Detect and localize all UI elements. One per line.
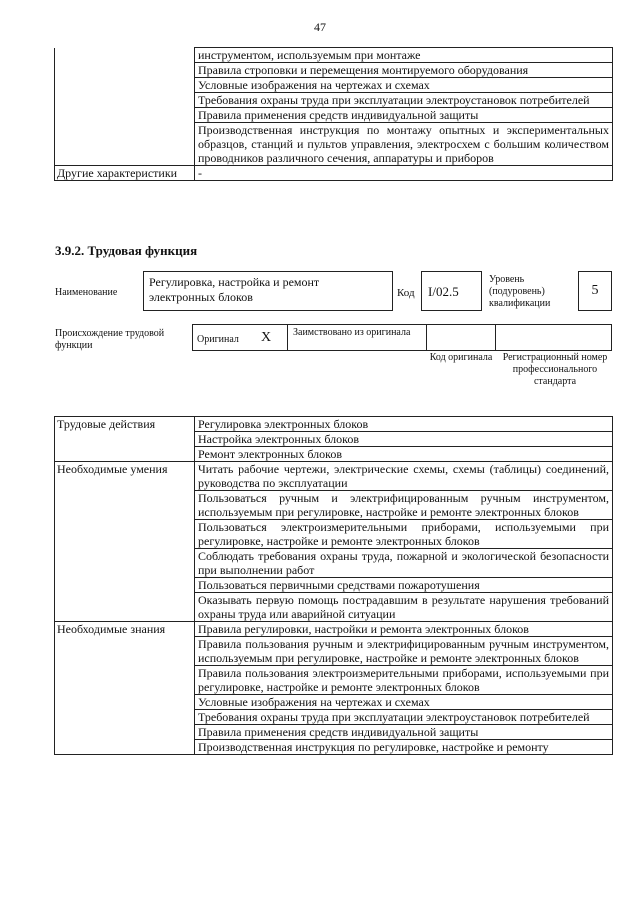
original-code-box xyxy=(426,324,496,351)
other-characteristics-value: - xyxy=(195,166,613,181)
table-cell: Требования охраны труда при эксплуатации электроустановок потребителей xyxy=(195,93,613,108)
original-label: Оригинал xyxy=(197,334,239,345)
level-label: Уровень (подуровень) квалификации xyxy=(489,274,551,309)
table-cell: инструментом, используемым при монтаже xyxy=(195,48,613,63)
knowledge-table-continued xyxy=(54,47,613,181)
table-cell: Ремонт электронных блоков xyxy=(195,447,613,462)
level-value: 5 xyxy=(591,283,599,298)
table-cell: Соблюдать требования охраны труда, пожарной и экологической безопасности при выполнении работ xyxy=(195,549,613,578)
table-cell: Правила применения средств индивидуальной защиты xyxy=(195,725,613,740)
table-cell-empty xyxy=(55,48,195,166)
table-cell: Правила применения средств индивидуальной защиты xyxy=(195,108,613,123)
name-value-box xyxy=(143,271,393,311)
name-value: Регулировка, настройка и ремонт электронных блоков xyxy=(149,275,320,304)
table-row xyxy=(55,417,613,432)
table-cell: Производственная инструкция по регулировке, настройке и ремонту xyxy=(195,740,613,755)
borrowed-label: Заимствовано из оригинала xyxy=(293,327,411,338)
original-code-caption: Код оригинала xyxy=(429,352,493,363)
table-cell: Читать рабочие чертежи, электрические схемы, схемы (таблицы) соединений, руководства по эксплуатации xyxy=(195,462,613,491)
table-cell: Правила строповки и перемещения монтируемого оборудования xyxy=(195,63,613,78)
table-cell: Пользоваться электроизмерительными приборами, используемыми при регулировке, настройке и ремонте электронных блоков xyxy=(195,520,613,549)
table-cell: Оказывать первую помощь пострадавшим в результате нарушения требований охраны труда или аварийной ситуации xyxy=(195,593,613,622)
borrowed-box xyxy=(287,324,427,351)
table-cell: Правила регулировки, настройки и ремонта электронных блоков xyxy=(195,622,613,637)
function-details-table xyxy=(54,416,613,755)
name-label: Наименование xyxy=(55,287,118,298)
table-cell: Производственная инструкция по монтажу опытных и экспериментальных образцов, станций и пультов управления, электросхем с большим количеством проводников различного сечения, аппаратуры и приборов xyxy=(195,123,613,166)
table-row xyxy=(55,48,613,63)
code-label: Код xyxy=(397,287,415,299)
table-row xyxy=(55,622,613,637)
reg-number-box xyxy=(495,324,612,351)
required-skills-label: Необходимые умения xyxy=(55,462,195,622)
required-knowledge-label: Необходимые знания xyxy=(55,622,195,755)
code-value: I/02.5 xyxy=(428,284,459,299)
table-cell: Условные изображения на чертежах и схемах xyxy=(195,695,613,710)
work-actions-label: Трудовые действия xyxy=(55,417,195,462)
table-cell: Требования охраны труда при эксплуатации электроустановок потребителей xyxy=(195,710,613,725)
table-cell: Правила пользования электроизмерительными приборами, используемыми при регулировке, настройке и ремонте электронных блоков xyxy=(195,666,613,695)
page-number: 47 xyxy=(314,20,326,34)
section-title: 3.9.2. Трудовая функция xyxy=(55,243,198,258)
table-row xyxy=(55,166,613,181)
table-cell: Пользоваться первичными средствами пожаротушения xyxy=(195,578,613,593)
table-cell: Настройка электронных блоков xyxy=(195,432,613,447)
table-cell: Правила пользования ручным и электрифицированным ручным инструментом, используемым при регулировке, настройке и ремонте электронных блоков xyxy=(195,637,613,666)
origin-label: Происхождение трудовой функции xyxy=(55,328,165,351)
reg-number-caption: Регистрационный номер профессионального стандарта xyxy=(502,352,608,387)
table-cell: Условные изображения на чертежах и схемах xyxy=(195,78,613,93)
table-cell: Регулировка электронных блоков xyxy=(195,417,613,432)
original-box xyxy=(192,324,288,351)
original-mark: X xyxy=(261,330,272,345)
level-value-box xyxy=(578,271,612,311)
table-row xyxy=(55,462,613,491)
code-value-box xyxy=(421,271,482,311)
other-characteristics-label: Другие характеристики xyxy=(55,166,195,181)
table-cell: Пользоваться ручным и электрифицированным ручным инструментом, используемым при регулировке, настройке и ремонте электронных блоков xyxy=(195,491,613,520)
